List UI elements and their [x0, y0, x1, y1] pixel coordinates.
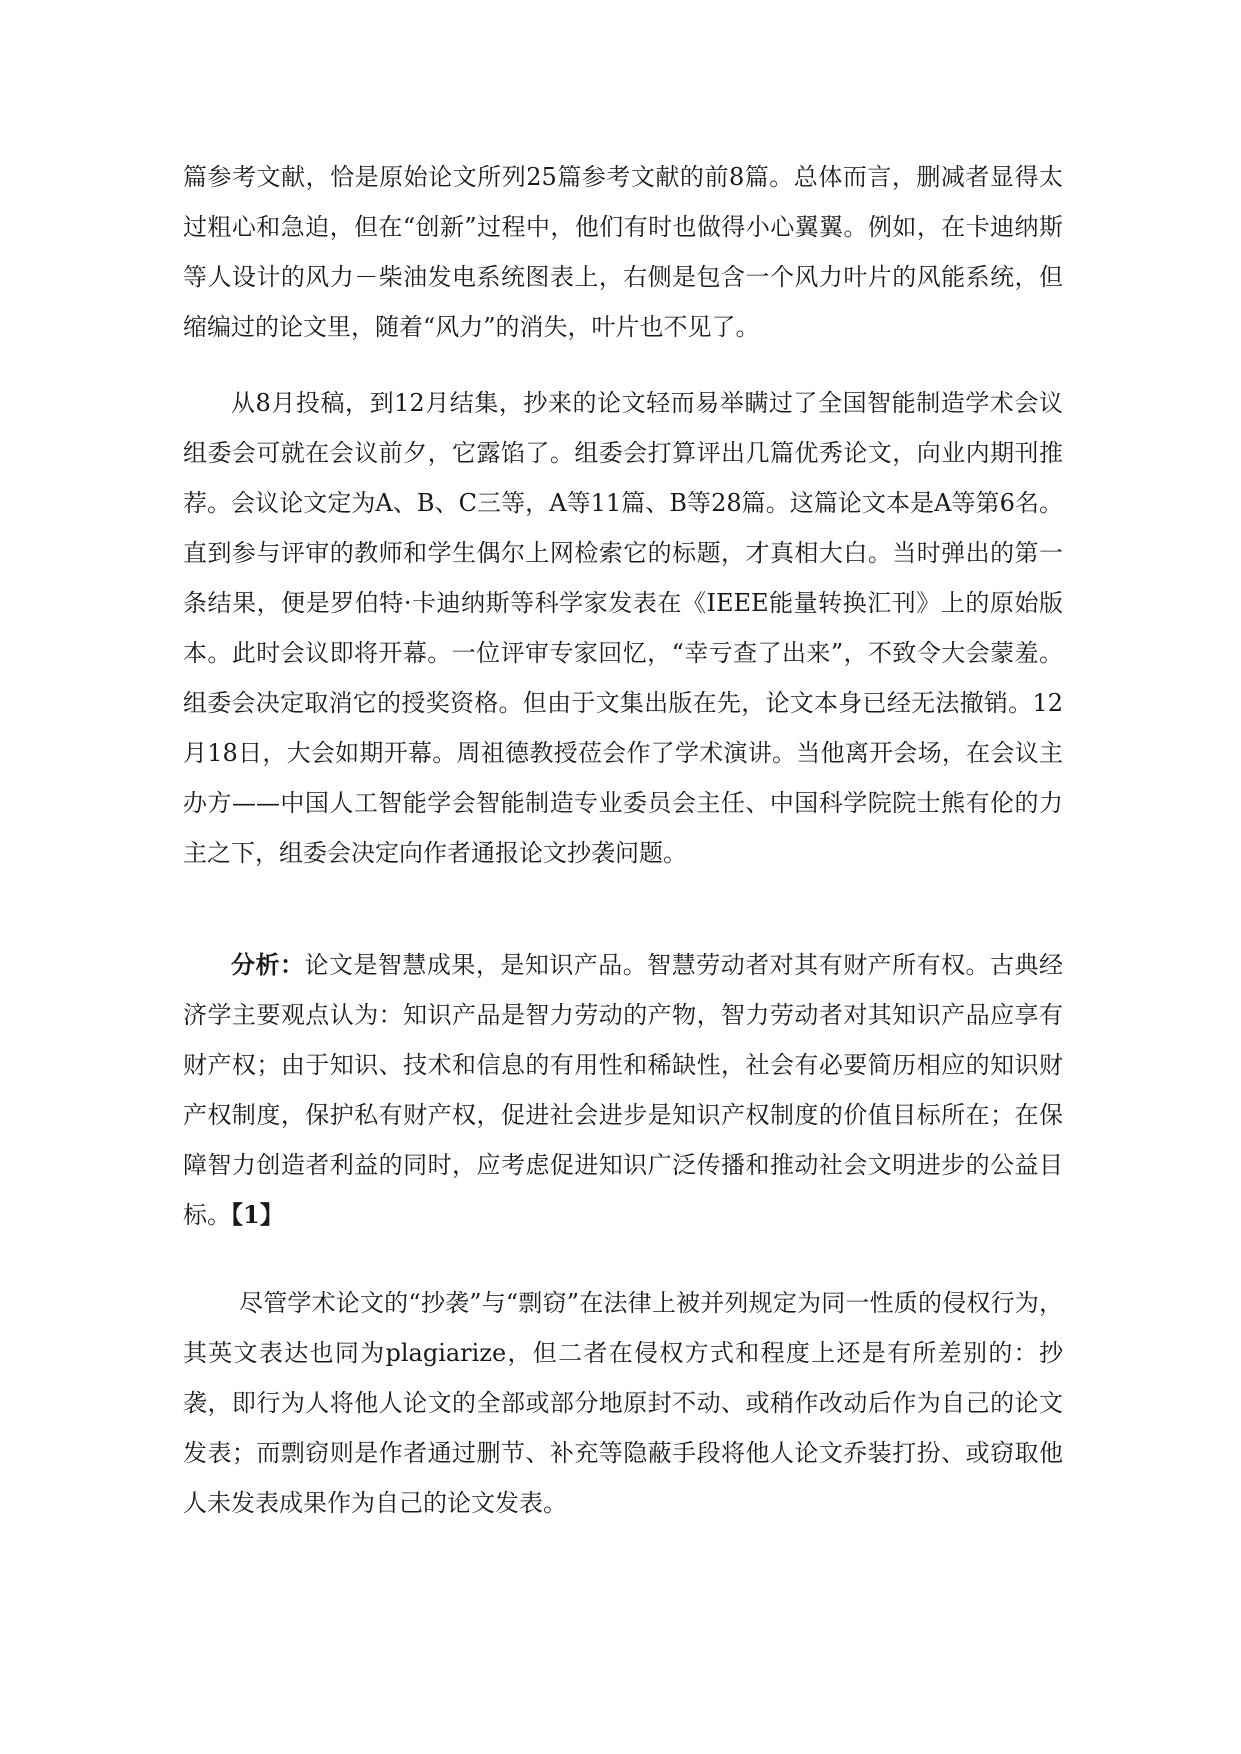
- analysis-label: 分析：: [231, 950, 305, 979]
- analysis-text: 论文是智慧成果，是知识产品。智慧劳动者对其有财产所有权。古典经济学主要观点认为：知识产品是智力劳动的产物，智力劳动者对其知识产品应享有财产权；由于知识、技术和信息的有用性和稀缺性，社会有必要简历相应的知识财产权制度，保护私有财产权，促进社会进步是知识产权制度的价值目标所在；在保障智力创造者利益的同时，应考虑促进知识广泛传播和推动社会文明进步的公益目标。: [183, 951, 1064, 1229]
- citation-marker: 【1】: [231, 1200, 284, 1229]
- paragraph-plagiarism-definition: 尽管学术论文的“抄袭”与“剽窃”在法律上被并列规定为同一性质的侵权行为，其英文表达也同为plagiarize，但二者在侵权方式和程度上还是有所差别的：抄袭，即行为人将他人论文的全部或部分地原封不动、或稍作改动后作为自己的论文发表；而剽窃则是作者通过删节、补充等隐蔽手段将他人论文乔装打扮、或窃取他人未发表成果作为自己的论文发表。: [183, 1289, 1063, 1517]
- paragraph-references: 篇参考文献，恰是原始论文所列25篇参考文献的前8篇。总体而言，删减者显得太过粗心和急迫，但在“创新”过程中，他们有时也做得小心翼翼。例如，在卡迪纳斯等人设计的风力－柴油发电系统图表上，右侧是包含一个风力叶片的风能系统，但缩编过的论文里，随着“风力”的消失，叶片也不见了。: [183, 163, 1063, 341]
- paragraph-story: 从8月投稿，到12月结集，抄来的论文轻而易举瞒过了全国智能制造学术会议组委会可就在会议前夕，它露馅了。组委会打算评出几篇优秀论文，向业内期刊推荐。会议论文定为A、B、C三等，A等11篇、B等28篇。这篇论文本是A等第6名。直到参与评审的教师和学生偶尔上网检索它的标题，才真相大白。当时弹出的第一条结果，便是罗伯特·卡迪纳斯等科学家发表在《IEEE能量转换汇刊》上的原始版本。此时会议即将开幕。一位评审专家回忆，“幸亏查了出来”，不致令大会蒙羞。组委会决定取消它的授奖资格。但由于文集出版在先，论文本身已经无法撤销。12月18日，大会如期开幕。周祖德教授莅会作了学术演讲。当他离开会场，在会议主办方——中国人工智能学会智能制造专业委员会主任、中国科学院院士熊有伦的力主之下，组委会决定向作者通报论文抄袭问题。: [183, 389, 1063, 867]
- paragraph-analysis: [183, 940, 1063, 1240]
